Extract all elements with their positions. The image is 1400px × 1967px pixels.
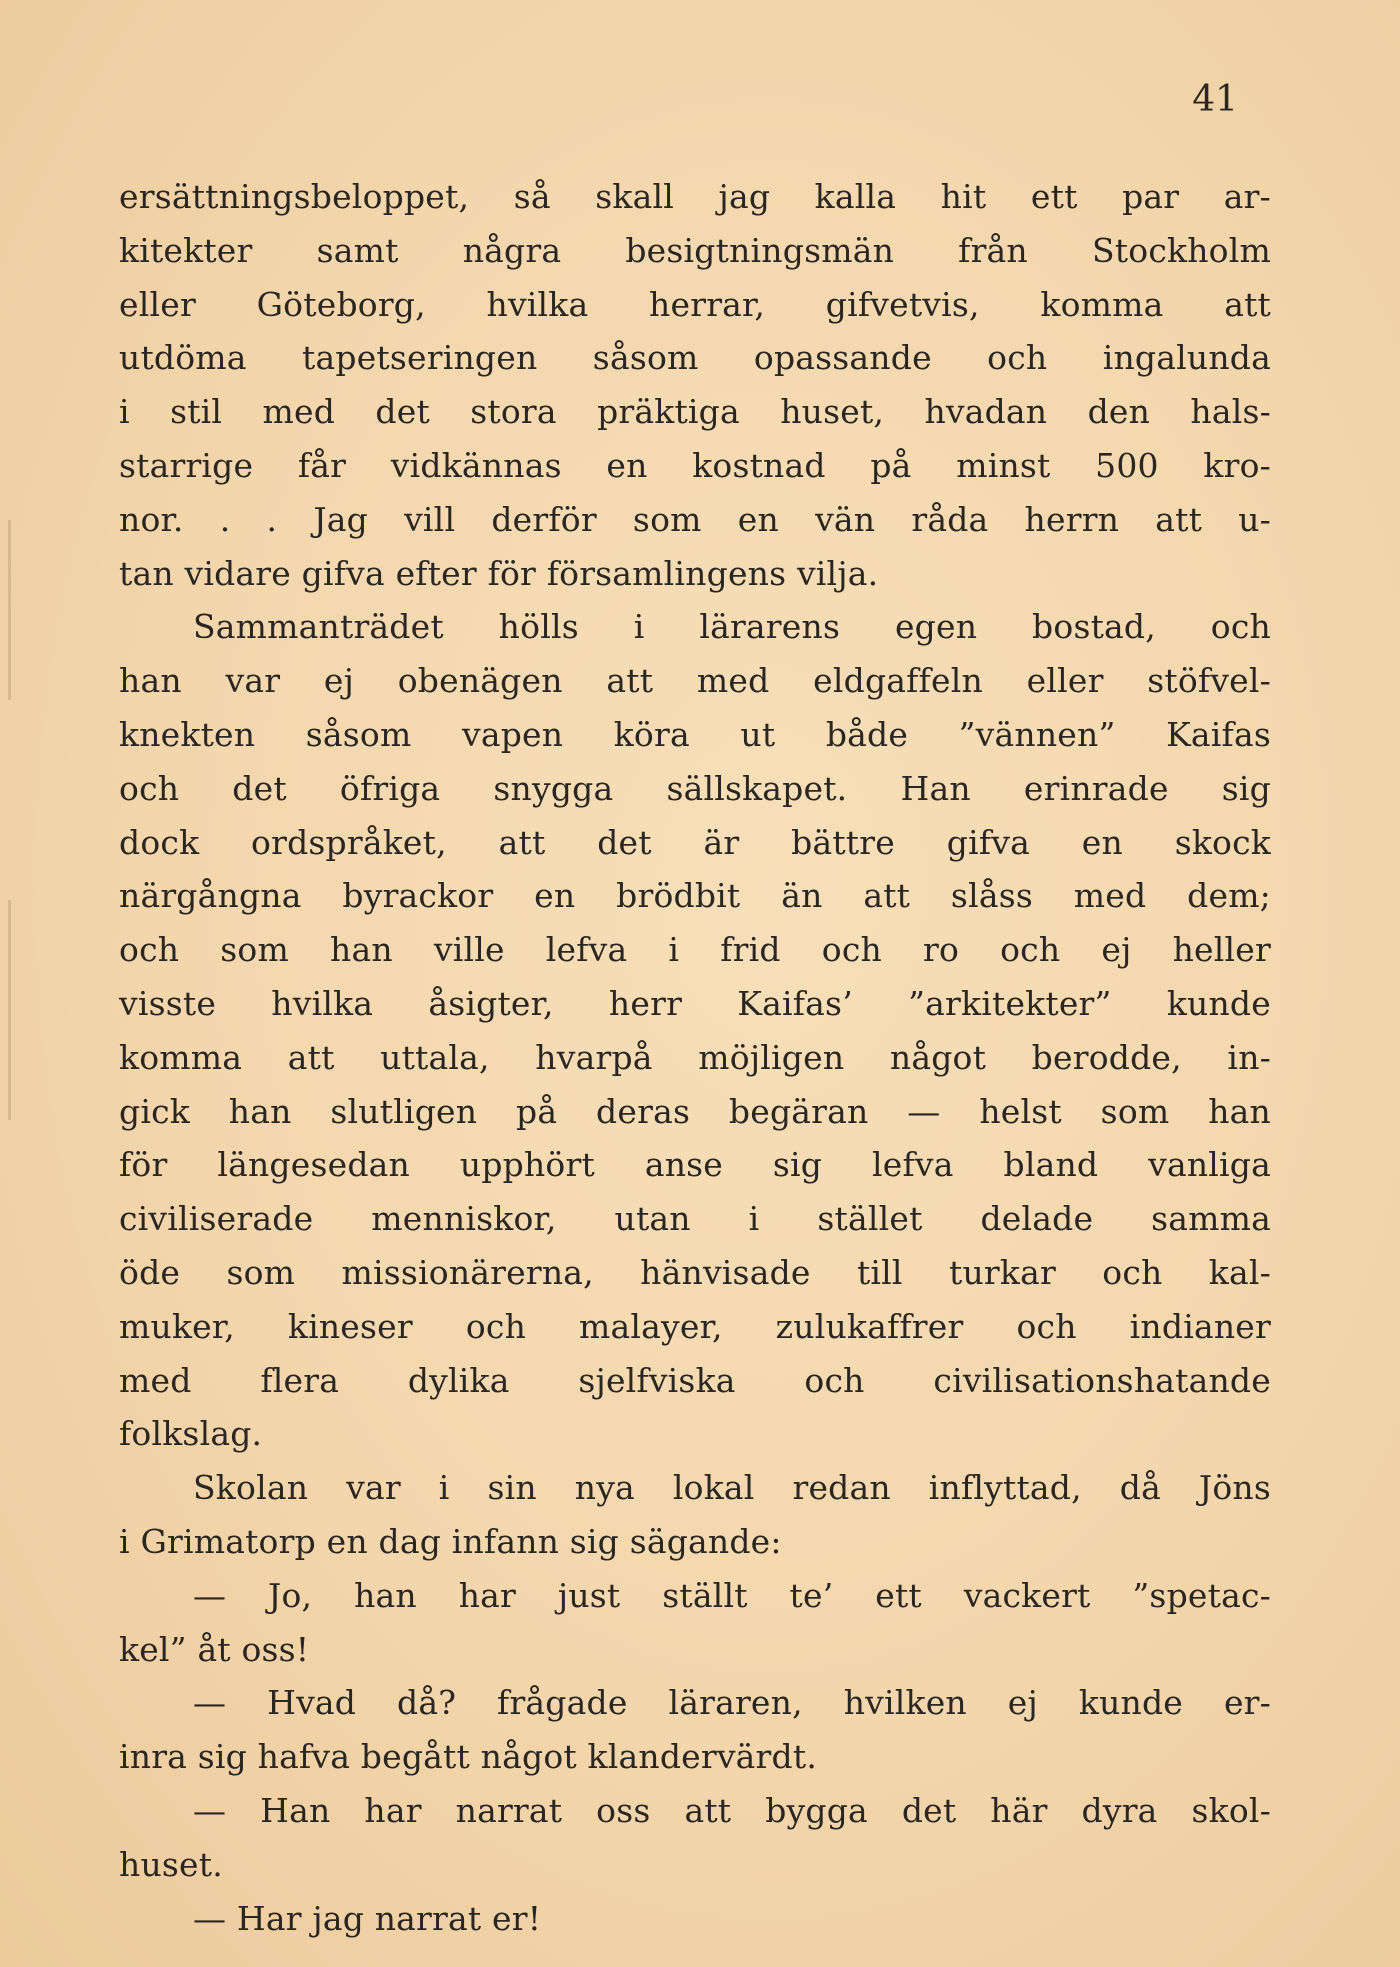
text-line: huset. (119, 1844, 223, 1884)
text-line: — Hvad då? frågade läraren, hvilken ej kunde er- (193, 1683, 1271, 1723)
text-line: dock ordspråket, att det är bättre gifva en skock (119, 822, 1271, 862)
text-line: i stil med det stora präktiga huset, hvadan den hals- (119, 392, 1271, 432)
text-line: knekten såsom vapen köra ut både ”vännen” Kaifas (119, 714, 1271, 754)
text-line: — Har jag narrat er! (193, 1898, 542, 1938)
text-line: Sammanträdet hölls i lärarens egen bostad, och (193, 607, 1271, 647)
text-line: inra sig hafva begått något klandervärdt. (119, 1737, 818, 1777)
text-line: utdöma tapetseringen såsom opassande och ingalunda (119, 338, 1271, 378)
text-line: — Han har narrat oss att bygga det här dyra skol- (193, 1790, 1271, 1830)
text-line: närgångna byrackor en brödbit än att slåss med dem; (119, 876, 1271, 916)
text-line: Skolan var i sin nya lokal redan inflyttad, då Jöns (193, 1468, 1271, 1508)
text-line: för längesedan upphört anse sig lefva bland vanliga (119, 1145, 1271, 1185)
text-line: civiliserade menniskor, utan i stället delade samma (119, 1199, 1271, 1239)
page-edge-shadow (8, 900, 11, 1120)
text-line: komma att uttala, hvarpå möjligen något berodde, in- (119, 1037, 1271, 1077)
text-line: han var ej obenägen att med eldgaffeln eller stöfvel- (119, 661, 1271, 701)
page-number: 41 (1192, 79, 1238, 120)
page-edge-shadow (8, 520, 11, 700)
body-text (119, 170, 1271, 1945)
text-line: folkslag. (119, 1414, 263, 1454)
text-line: muker, kineser och malayer, zulukaffrer och indianer (119, 1306, 1271, 1346)
text-line: med flera dylika sjelfviska och civilisationshatande (119, 1360, 1271, 1400)
text-line: ersättningsbeloppet, så skall jag kalla hit ett par ar- (119, 177, 1271, 216)
text-line: och som han ville lefva i frid och ro och ej heller (119, 930, 1271, 970)
text-line: tan vidare gifva efter för församlingens vilja. (119, 553, 879, 593)
text-line: eller Göteborg, hvilka herrar, gifvetvis, komma att (119, 284, 1271, 324)
text-line: öde som missionärerna, hänvisade till turkar och kal- (119, 1252, 1271, 1292)
text-line: kel” åt oss! (119, 1629, 310, 1669)
text-line: i Grimatorp en dag infann sig sägande: (119, 1521, 782, 1561)
text-line: och det öfriga snygga sällskapet. Han erinrade sig (119, 768, 1271, 808)
text-line: gick han slutligen på deras begäran — helst som han (119, 1091, 1271, 1131)
text-line: starrige får vidkännas en kostnad på minst 500 kro- (119, 445, 1271, 485)
text-line: visste hvilka åsigter, herr Kaifas’ ”arkitekter” kunde (119, 983, 1271, 1023)
text-line: nor. . . Jag vill derför som en vän råda herrn att u- (119, 499, 1271, 539)
text-line: — Jo, han har just ställt te’ ett vackert ”spetac- (193, 1575, 1271, 1615)
text-line: kitekter samt några besigtningsmän från Stockholm (119, 230, 1271, 270)
